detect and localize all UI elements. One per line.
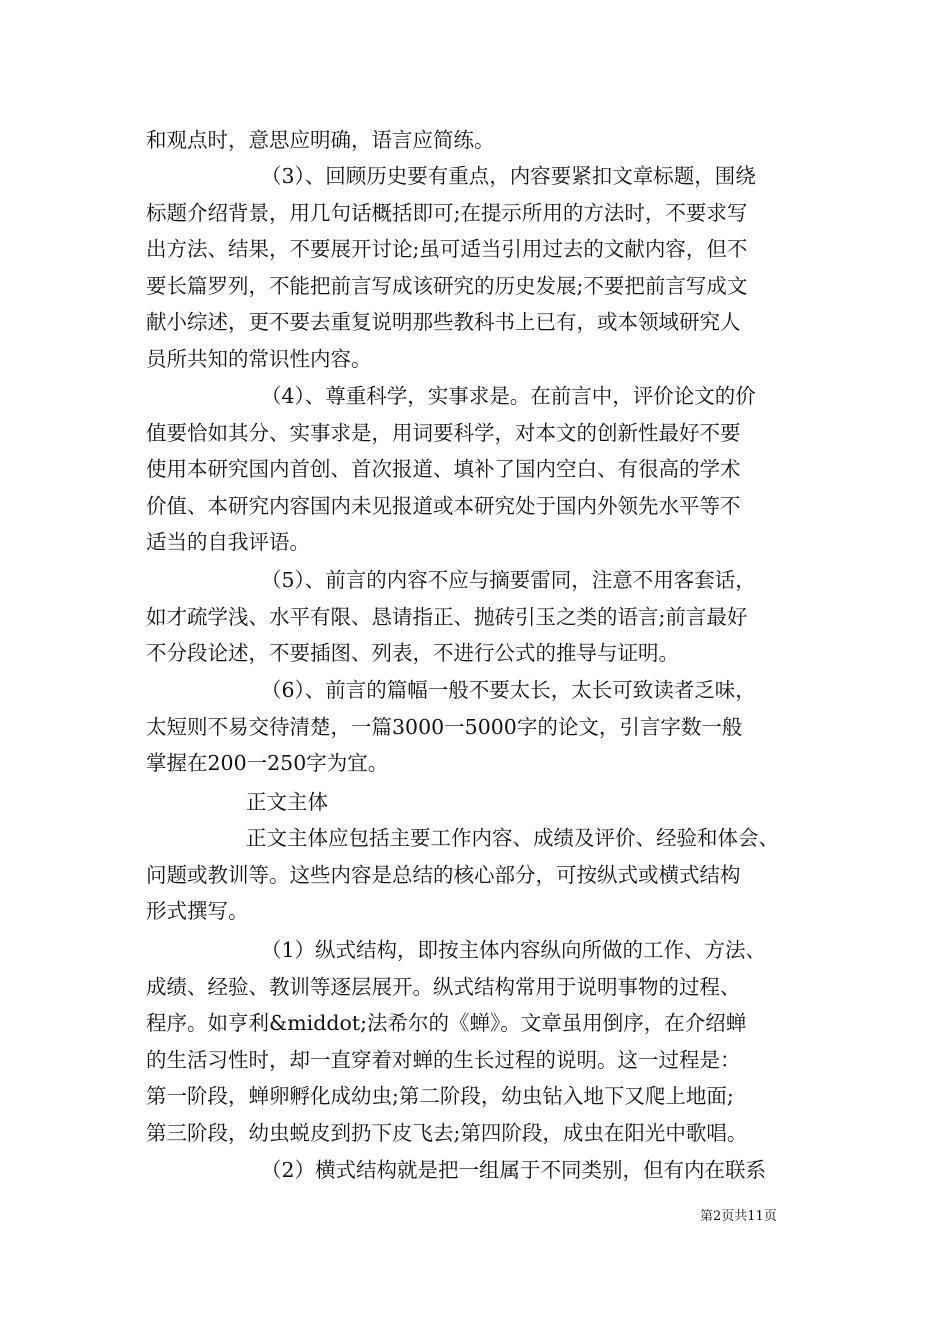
text-line: 不分段论述，不要插图、列表，不进行公式的推导与证明。 [146,641,679,666]
text-line: （6）、前言的篇幅一般不要太长，太长可致读者乏味， [261,678,756,702]
text-line: 值要恰如其分、实事求是，用词要科学，对本文的创新性最好不要 [146,420,741,445]
text-line: 的生活习性时，却一直穿着对蝉的生长过程的说明。这一过程是： [146,1047,741,1072]
text-line: 适当的自我评语。 [146,530,310,555]
text-line: 如才疏学浅、水平有限、恳请指正、抛砖引玉之类的语言;前言最好 [146,604,748,629]
heading-text: 正文主体 [246,790,328,814]
text-line: 第一阶段，蝉卵孵化成幼虫;第二阶段，幼虫钻入地下又爬上地面; [146,1084,734,1109]
text-line: （5）、前言的内容不应与摘要雷同，注意不用客套话， [261,568,756,592]
text-line: 太短则不易交待清楚，一篇3000一5000字的论文，引言字数一般 [146,714,743,739]
text-line: 成绩、经验、教训等逐层展开。纵式结构常用于说明事物的过程、 [146,974,741,999]
page-number: 第2页共11页 [700,1209,777,1224]
text-line: 使用本研究国内首创、首次报道、填补了国内空白、有很高的学术 [146,457,741,482]
paragraph-vertical-structure [146,932,810,1152]
text-line: 标题介绍背景，用几句话概括即可;在提示所用的方法时，不要求写 [146,200,748,225]
text-line: 正文主体应包括主要工作内容、成绩及评价、经验和体会、 [246,826,779,850]
text-line: 程序。如亨利&middot;法希尔的《蝉》。文章虽用倒序，在介绍蝉 [146,1011,747,1036]
text-line: 要长篇罗列，不能把前言写成该研究的历史发展;不要把前言写成文 [146,273,748,298]
text-line: 和观点时，意思应明确，语言应简练。 [146,128,495,152]
text-line: （2）横式结构就是把一组属于不同类别，但有内在联系 [261,1158,767,1182]
paragraph-point-6 [146,672,810,782]
paragraph-point-5 [146,562,810,672]
text-line: 出方法、结果，不要展开讨论;虽可适当引用过去的文献内容，但不 [146,237,748,262]
text-line: （4）、尊重科学，实事求是。在前言中，评价论文的价 [261,384,756,408]
text-line: （3）、回顾历史要有重点，内容要紧扣文章标题，围绕 [261,164,756,188]
text-line: 第三阶段，幼虫蜕皮到扔下皮飞去;第四阶段，成虫在阳光中歌唱。 [146,1120,748,1145]
paragraph-point-3 [146,158,810,378]
paragraph-intro-tail [146,122,810,159]
text-line: 问题或教训等。这些内容是总结的核心部分，可按纵式或横式结构 [146,862,741,887]
text-line: 献小综述，更不要去重复说明那些教科书上已有，或本领域研究人 [146,310,741,335]
text-line: 掌握在200一250字为宜。 [146,751,389,776]
text-line: 形式撰写。 [146,899,249,924]
paragraph-horizontal-structure [146,1152,810,1189]
section-heading-main-body [146,784,810,821]
paragraph-point-4 [146,378,810,561]
text-line: 员所共知的常识性内容。 [146,346,372,371]
paragraph-main-body [146,820,810,930]
text-line: （1）纵式结构，即按主体内容纵向所做的工作、方法、 [261,938,767,962]
text-line: 价值、本研究内容国内未见报道或本研究处于国内外领先水平等不 [146,493,741,518]
